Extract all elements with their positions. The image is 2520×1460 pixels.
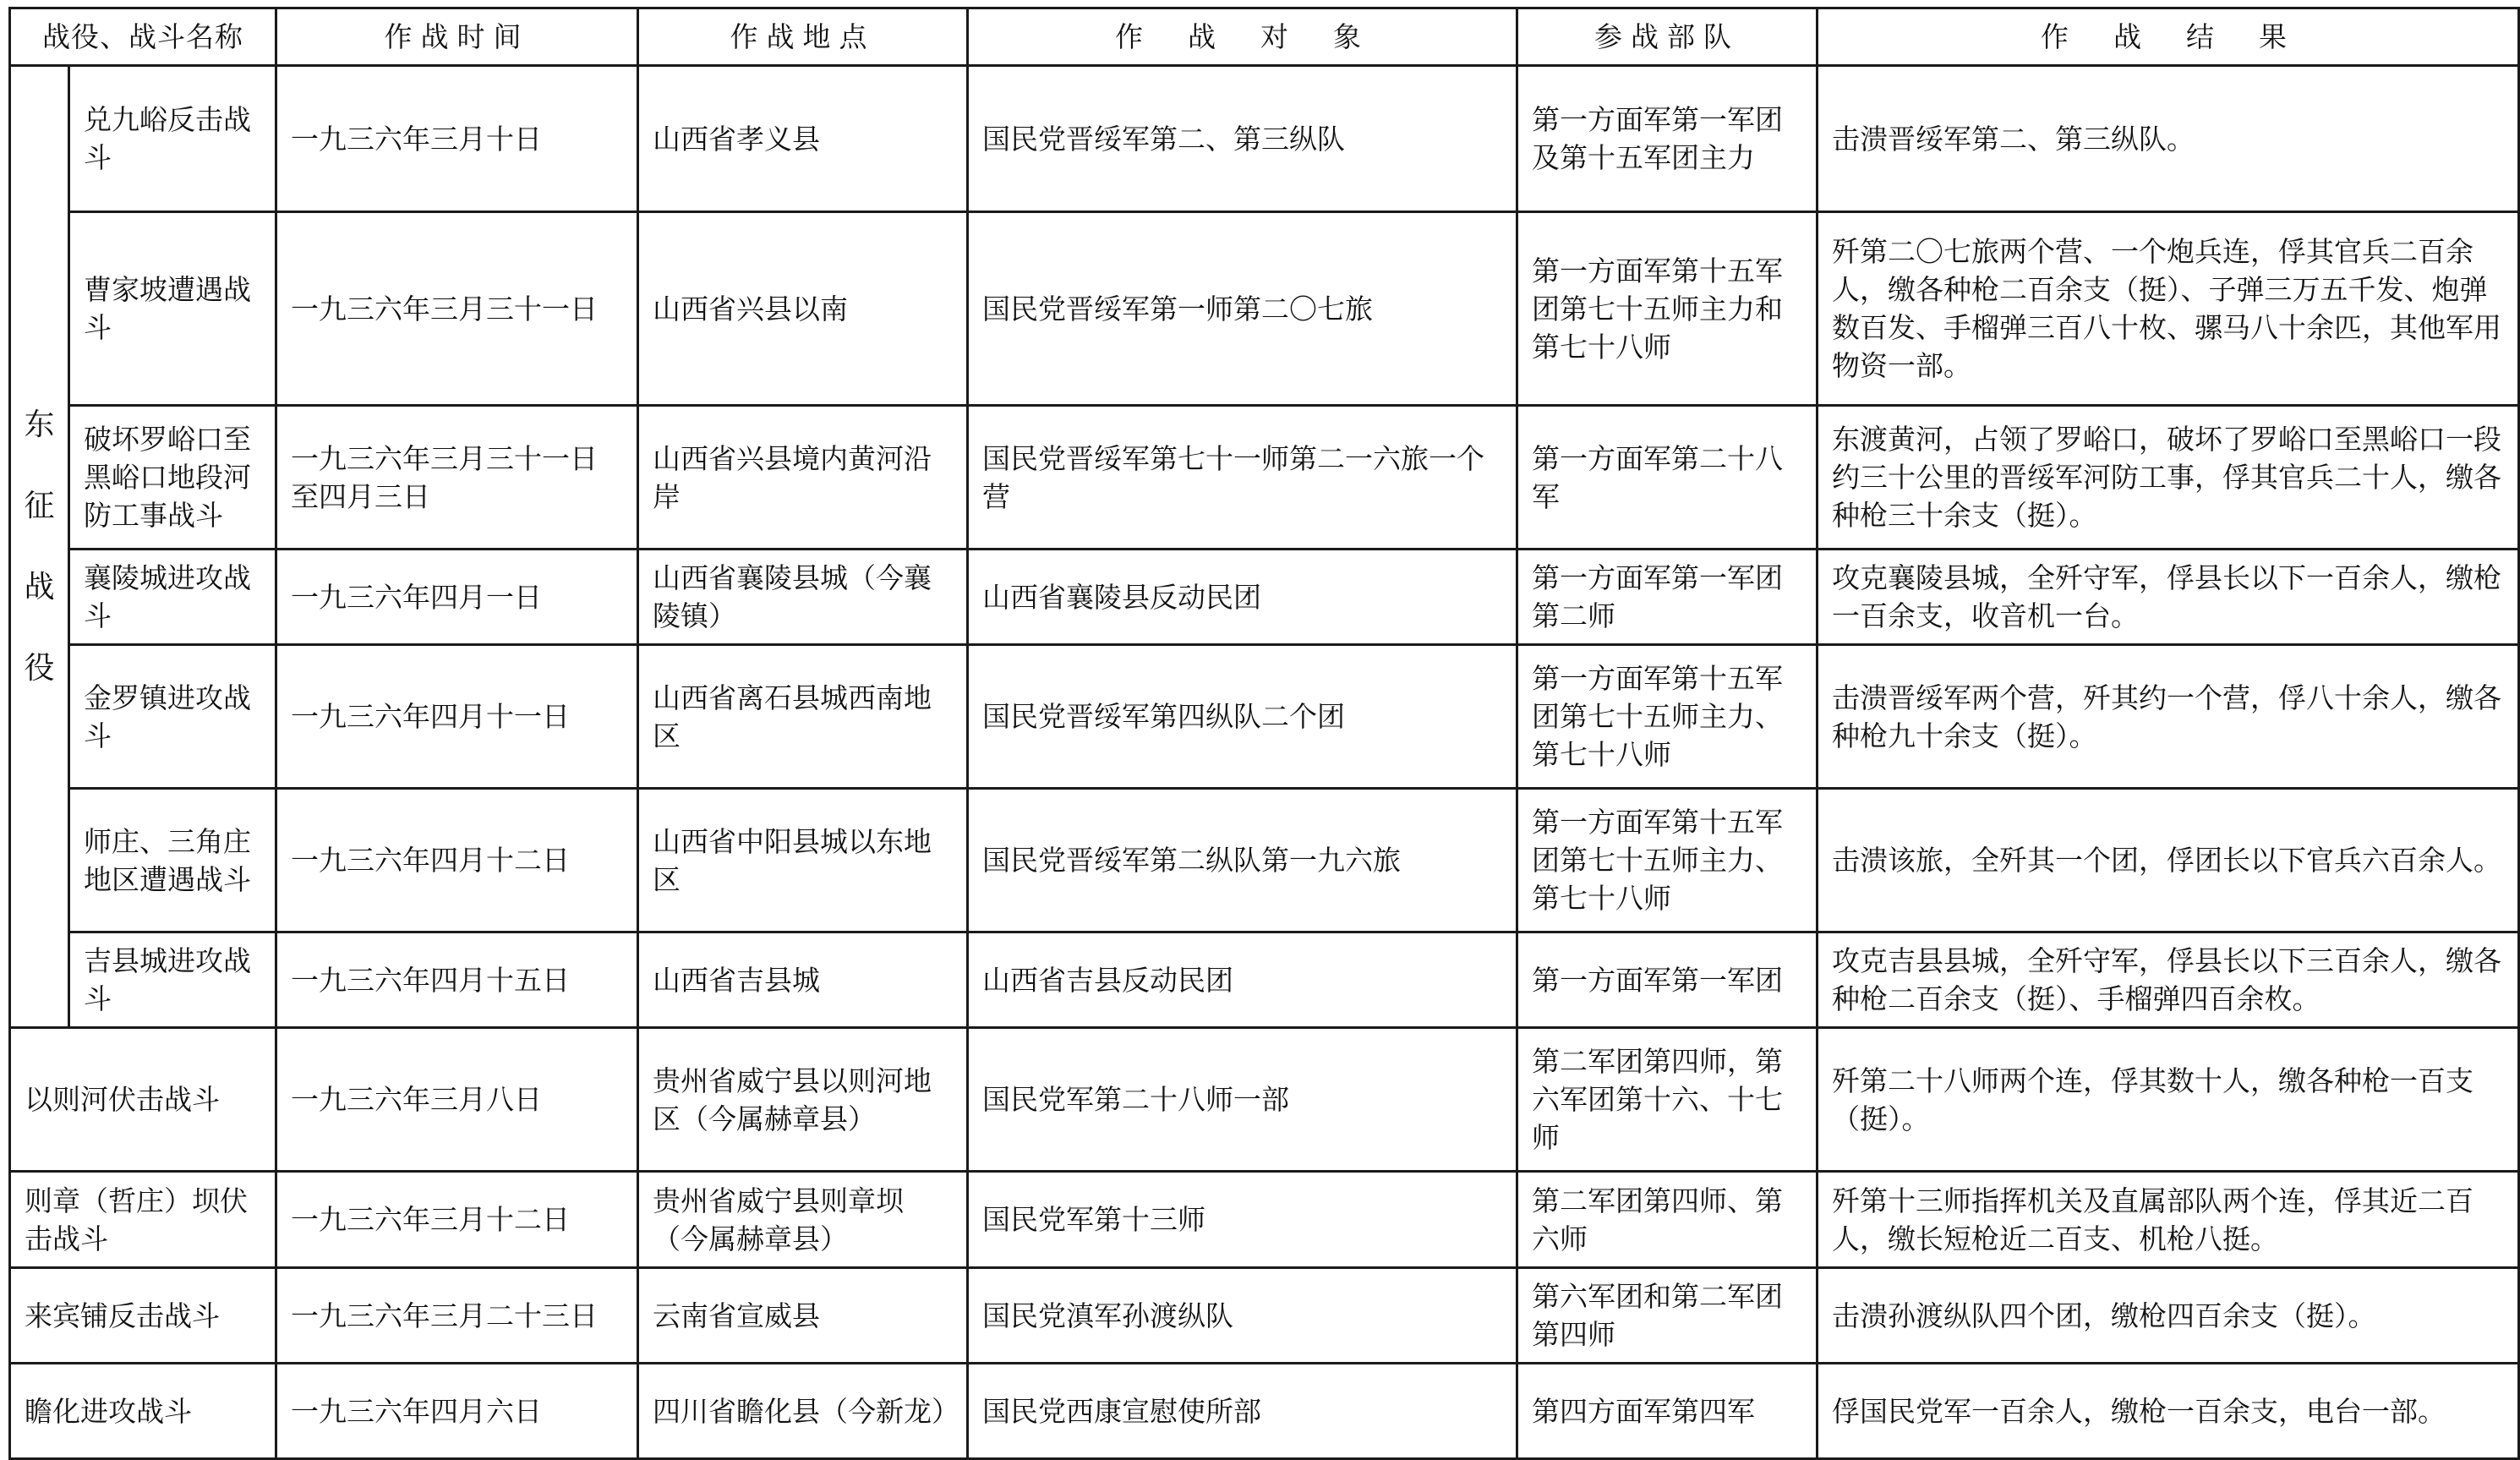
header-result: 作 战 结 果 [1818, 8, 2519, 66]
cell-time: 一九三六年四月六日 [276, 1364, 638, 1459]
table-row [10, 1364, 2519, 1459]
cell-place: 山西省兴县以南 [638, 212, 968, 406]
cell-place: 山西省离石县城西南地区 [638, 645, 968, 789]
group-label-east-expedition [10, 66, 69, 1028]
cell-name: 师庄、三角庄地区遭遇战斗 [69, 789, 276, 932]
header-target: 作 战 对 象 [968, 8, 1517, 66]
header-row [10, 8, 2519, 66]
cell-result: 攻克襄陵县城，全歼守军，俘县长以下一百余人，缴枪一百余支，收音机一台。 [1818, 550, 2519, 645]
cell-time: 一九三六年三月三十一日 [276, 212, 638, 406]
cell-result: 击溃该旅，全歼其一个团，俘团长以下官兵六百余人。 [1818, 789, 2519, 932]
group-label-char: 东 [24, 407, 55, 442]
cell-place: 山西省兴县境内黄河沿岸 [638, 406, 968, 550]
cell-place: 贵州省威宁县则章坝（今属赫章县） [638, 1172, 968, 1268]
table-row [10, 1028, 2519, 1172]
header-place: 作战地点 [638, 8, 968, 66]
cell-units: 第一方面军第十五军团第七十五师主力、第七十八师 [1517, 645, 1818, 789]
cell-result: 击溃晋绥军第二、第三纵队。 [1818, 66, 2519, 212]
cell-target: 国民党军第二十八师一部 [968, 1028, 1517, 1172]
cell-result: 俘国民党军一百余人，缴枪一百余支，电台一部。 [1818, 1364, 2519, 1459]
cell-target: 国民党晋绥军第一师第二〇七旅 [968, 212, 1517, 406]
cell-place: 山西省吉县城 [638, 932, 968, 1028]
cell-target: 国民党西康宣慰使所部 [968, 1364, 1517, 1459]
cell-name: 金罗镇进攻战斗 [69, 645, 276, 789]
cell-units: 第一方面军第十五军团第七十五师主力和第七十八师 [1517, 212, 1818, 406]
cell-result: 攻克吉县县城，全歼守军，俘县长以下三百余人，缴各种枪二百余支（挺）、手榴弹四百余枚。 [1818, 932, 2519, 1028]
cell-name: 兑九峪反击战斗 [69, 66, 276, 212]
cell-units: 第二军团第四师、第六师 [1517, 1172, 1818, 1268]
cell-result: 击溃孙渡纵队四个团，缴枪四百余支（挺）。 [1818, 1268, 2519, 1364]
cell-place: 四川省瞻化县（今新龙） [638, 1364, 968, 1459]
cell-result: 歼第二十八师两个连，俘其数十人，缴各种枪一百支（挺）。 [1818, 1028, 2519, 1172]
cell-target: 国民党晋绥军第二、第三纵队 [968, 66, 1517, 212]
table-row [10, 406, 2519, 550]
cell-place: 山西省孝义县 [638, 66, 968, 212]
cell-place: 贵州省威宁县以则河地区（今属赫章县） [638, 1028, 968, 1172]
table-row [10, 1172, 2519, 1268]
cell-name: 来宾铺反击战斗 [10, 1268, 276, 1364]
cell-target: 国民党晋绥军第七十一师第二一六旅一个营 [968, 406, 1517, 550]
cell-units: 第一方面军第一军团及第十五军团主力 [1517, 66, 1818, 212]
header-name: 战役、战斗名称 [10, 8, 276, 66]
cell-target: 国民党晋绥军第二纵队第一九六旅 [968, 789, 1517, 932]
cell-target: 国民党军第十三师 [968, 1172, 1517, 1268]
cell-units: 第六军团和第二军团第四师 [1517, 1268, 1818, 1364]
group-label-char: 役 [24, 650, 55, 686]
cell-name: 曹家坡遭遇战斗 [69, 212, 276, 406]
table-row [10, 212, 2519, 406]
header-time: 作战时间 [276, 8, 638, 66]
cell-name: 破坏罗峪口至黑峪口地段河防工事战斗 [69, 406, 276, 550]
cell-units: 第四方面军第四军 [1517, 1364, 1818, 1459]
cell-result: 东渡黄河，占领了罗峪口，破坏了罗峪口至黑峪口一段约三十公里的晋绥军河防工事，俘其官兵二十人，缴各种枪三十余支（挺）。 [1818, 406, 2519, 550]
cell-name: 瞻化进攻战斗 [10, 1364, 276, 1459]
group-label-char: 战 [24, 569, 55, 604]
cell-target: 山西省襄陵县反动民团 [968, 550, 1517, 645]
cell-time: 一九三六年三月八日 [276, 1028, 638, 1172]
cell-target: 国民党晋绥军第四纵队二个团 [968, 645, 1517, 789]
cell-place: 山西省中阳县城以东地区 [638, 789, 968, 932]
cell-result: 歼第十三师指挥机关及直属部队两个连，俘其近二百人，缴长短枪近二百支、机枪八挺。 [1818, 1172, 2519, 1268]
cell-place: 云南省宣威县 [638, 1268, 968, 1364]
cell-name: 则章（哲庄）坝伏击战斗 [10, 1172, 276, 1268]
cell-time: 一九三六年三月三十一日至四月三日 [276, 406, 638, 550]
cell-time: 一九三六年三月二十三日 [276, 1268, 638, 1364]
cell-name: 吉县城进攻战斗 [69, 932, 276, 1028]
table-row [10, 66, 2519, 212]
cell-units: 第一方面军第二十八军 [1517, 406, 1818, 550]
cell-name: 以则河伏击战斗 [10, 1028, 276, 1172]
cell-units: 第二军团第四师，第六军团第十六、十七师 [1517, 1028, 1818, 1172]
cell-time: 一九三六年三月十二日 [276, 1172, 638, 1268]
cell-name: 襄陵城进攻战斗 [69, 550, 276, 645]
cell-target: 山西省吉县反动民团 [968, 932, 1517, 1028]
group-label-char: 征 [24, 488, 55, 523]
cell-target: 国民党滇军孙渡纵队 [968, 1268, 1517, 1364]
cell-time: 一九三六年四月十一日 [276, 645, 638, 789]
table-row [10, 932, 2519, 1028]
table-row [10, 645, 2519, 789]
table-row [10, 1268, 2519, 1364]
cell-result: 歼第二〇七旅两个营、一个炮兵连，俘其官兵二百余人，缴各种枪二百余支（挺）、子弹三万五千发、炮弹数百发、手榴弹三百八十枚、骡马八十余匹，其他军用物资一部。 [1818, 212, 2519, 406]
cell-units: 第一方面军第一军团 [1517, 932, 1818, 1028]
cell-place: 山西省襄陵县城（今襄陵镇） [638, 550, 968, 645]
cell-units: 第一方面军第一军团第二师 [1517, 550, 1818, 645]
cell-time: 一九三六年四月十二日 [276, 789, 638, 932]
cell-time: 一九三六年三月十日 [276, 66, 638, 212]
cell-units: 第一方面军第十五军团第七十五师主力、第七十八师 [1517, 789, 1818, 932]
cell-time: 一九三六年四月一日 [276, 550, 638, 645]
table-row [10, 789, 2519, 932]
table-row [10, 550, 2519, 645]
cell-result: 击溃晋绥军两个营，歼其约一个营，俘八十余人，缴各种枪九十余支（挺）。 [1818, 645, 2519, 789]
campaign-table [8, 7, 2520, 1460]
cell-time: 一九三六年四月十五日 [276, 932, 638, 1028]
header-units: 参战部队 [1517, 8, 1818, 66]
